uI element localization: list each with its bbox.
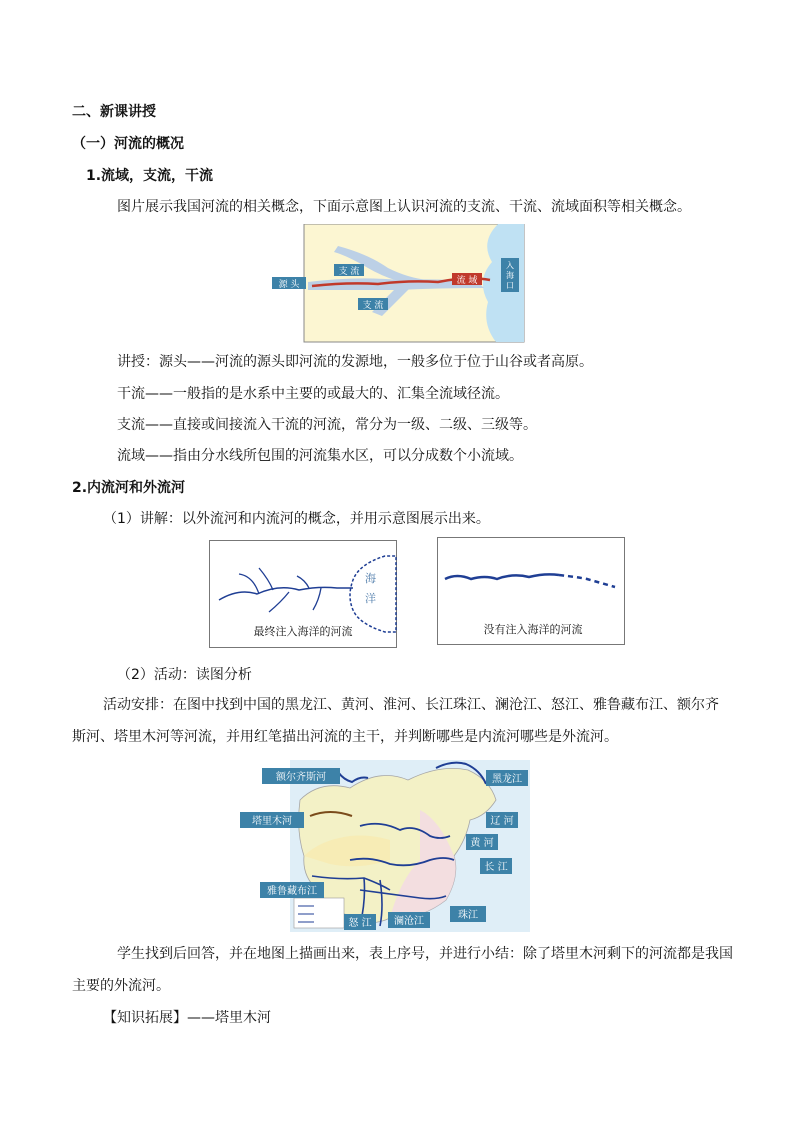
activity-line-2: 斯河、塔里木河等河流，并用红笔描出河流的主干，并判断哪些是内流河哪些是外流河。 (72, 729, 618, 745)
basin-label: 流 域 (456, 276, 478, 286)
map-label-nu: 怒 江 (348, 918, 372, 929)
tributary-label-upper: 支 流 (338, 267, 360, 277)
map-label-heilong: 黑龙江 (492, 774, 522, 785)
def-basin: 流域——指由分水线所包围的河流集水区，可以分成数个小流域。 (117, 448, 523, 464)
map-label-zhu: 珠江 (458, 910, 478, 921)
mouth-label-3: 口 (506, 281, 514, 290)
sub-heading: （一）河流的概况 (72, 136, 184, 152)
item1-intro: 图片展示我国河流的相关概念，下面示意图上认识河流的支流、干流、流域面积等相关概念。 (117, 199, 691, 215)
river-concept-diagram (268, 224, 526, 344)
map-label-huang: 黄 河 (470, 838, 494, 849)
sea-label-1: 海 (365, 572, 376, 585)
section-heading: 二、新课讲授 (72, 104, 156, 120)
sea-label-2: 洋 (365, 592, 376, 605)
outer-river-caption: 最终注入海洋的河流 (253, 625, 353, 638)
map-label-ertix: 额尔齐斯河 (276, 772, 326, 783)
def-source: 讲授：源头——河流的源头即河流的发源地，一般多位于位于山谷或者高原。 (117, 354, 593, 370)
item2-step1: （1）讲解：以外流河和内流河的概念，并用示意图展示出来。 (103, 511, 490, 527)
summary-line-1: 学生找到后回答，并在地图上描画出来，表上序号，并进行小结：除了塔里木河剩下的河流都是我国 (117, 946, 733, 962)
item2-heading: 2.内流河和外流河 (72, 480, 186, 496)
mouth-label-1: 入 (506, 261, 514, 270)
def-tributary: 支流——直接或间接流入干流的河流，常分为一级、二级、三级等。 (117, 417, 537, 433)
source-label: 源 头 (278, 280, 300, 290)
inner-river-figure (437, 537, 625, 645)
china-rivers-map (240, 760, 530, 932)
summary-line-2: 主要的外流河。 (72, 978, 170, 994)
item2-step2: （2）活动：读图分析 (117, 667, 252, 683)
map-label-lancang: 澜沧江 (394, 916, 424, 927)
outer-river-figure (209, 540, 397, 648)
map-label-chang: 长 江 (484, 862, 508, 873)
item1-heading: 1.流域，支流，干流 (86, 168, 214, 184)
map-label-yarlung: 雅鲁藏布江 (267, 886, 317, 897)
knowledge-extension: 【知识拓展】——塔里木河 (103, 1010, 271, 1026)
mouth-label-2: 海 (506, 271, 514, 280)
def-main: 干流——一般指的是水系中主要的或最大的、汇集全流域径流。 (117, 386, 509, 402)
inner-river-caption: 没有注入海洋的河流 (483, 623, 583, 636)
tributary-label-lower: 支 流 (362, 301, 384, 311)
map-label-tarim: 塔里木河 (252, 816, 292, 827)
map-label-liao: 辽 河 (490, 816, 514, 827)
activity-line-1: 活动安排：在图中找到中国的黑龙江、黄河、淮河、长江珠江、澜沧江、怒江、雅鲁藏布江、额尔齐 (103, 697, 719, 713)
